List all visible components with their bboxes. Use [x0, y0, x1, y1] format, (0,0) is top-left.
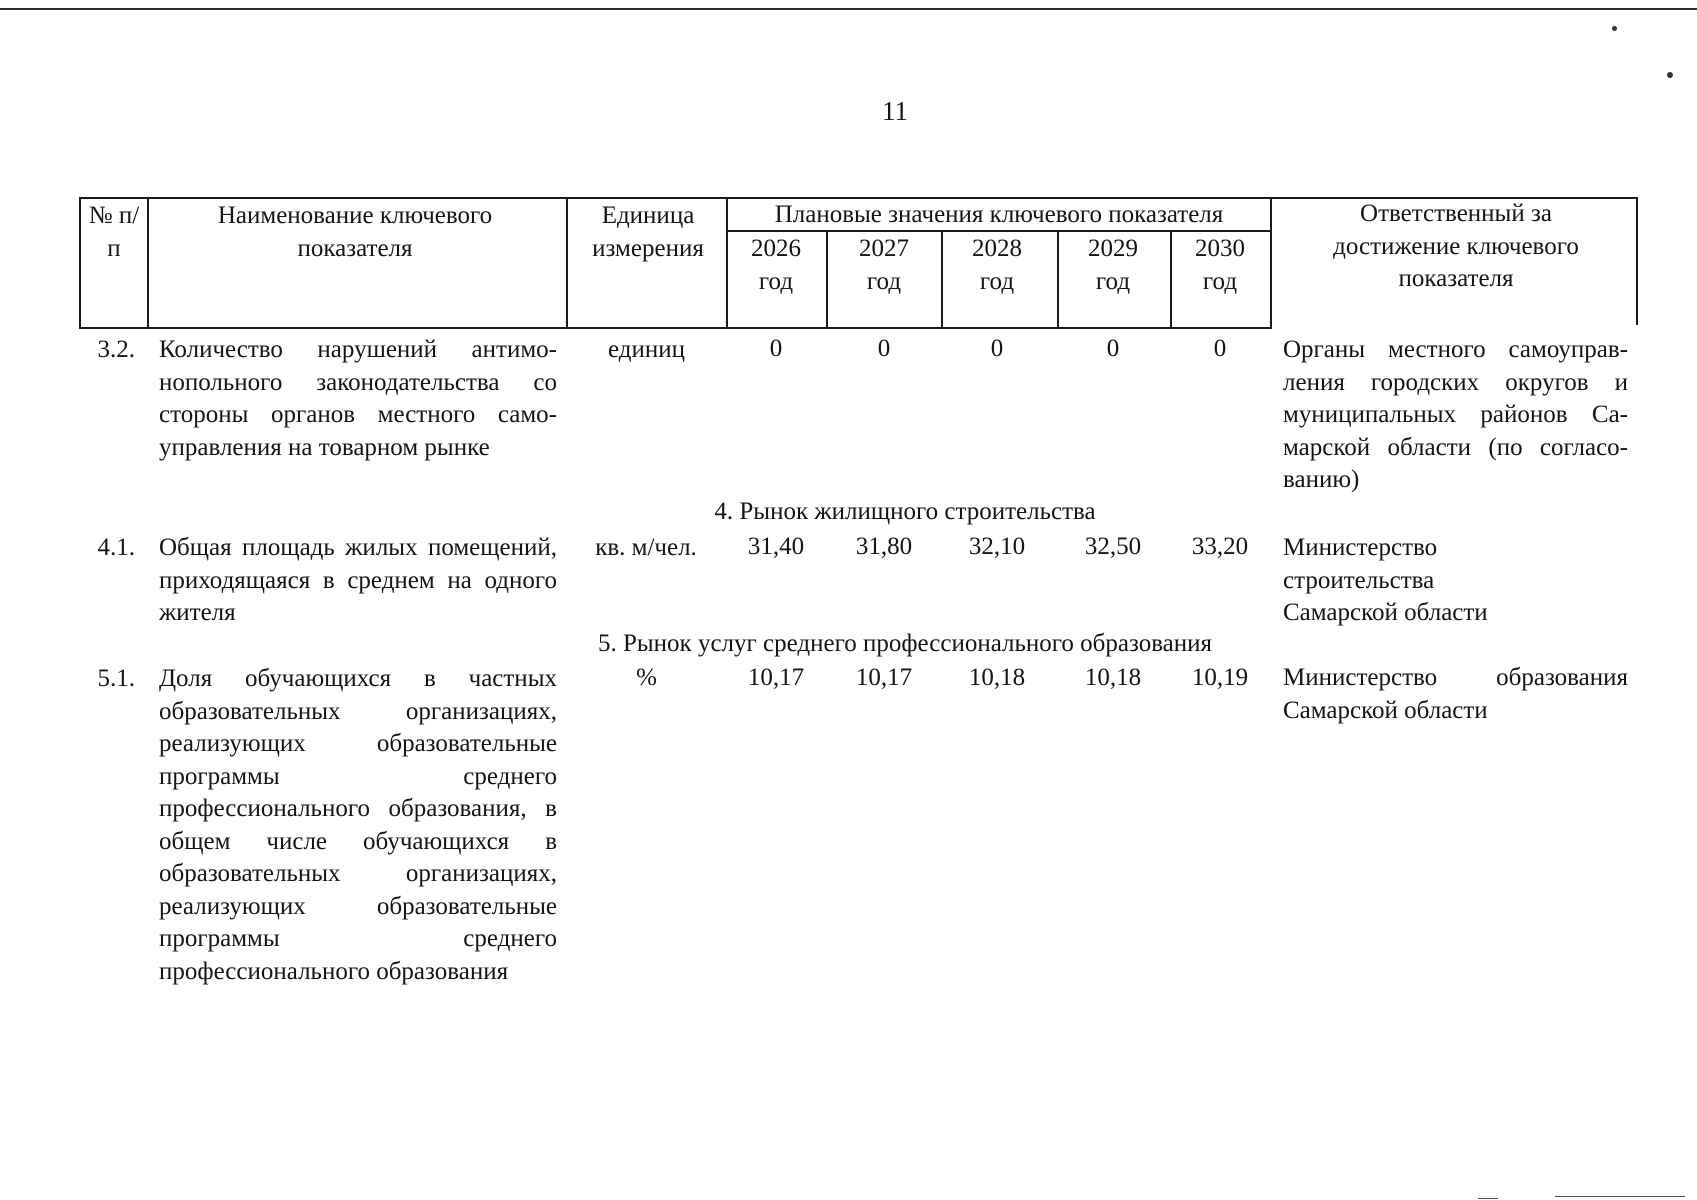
row-5-1-value-2028: 10,18 [968, 664, 1026, 691]
header-border-right [1636, 197, 1638, 325]
page-number: 11 [882, 96, 908, 126]
row-3-2-name: Количество нарушений антимо-нопольного законодательства со стороны органов местного само-управления на товарном рынке [159, 336, 557, 461]
scan-speck [1612, 26, 1617, 31]
scan-bottom-mark [1478, 1198, 1498, 1199]
row-5-1-value-2027: 10,17 [855, 664, 913, 691]
row-5-1-responsible: Министерство образования Самарской области [1283, 664, 1628, 724]
row-3-2-value-2026: 0 [769, 335, 783, 362]
header-name: Наименование ключевого показателя [217, 202, 493, 262]
row-4-1-value-2030: 33,20 [1191, 533, 1249, 560]
row-5-1-name: Доля обучающихся в частных образовательных организациях, реализующих образовательные программы среднего профессионального образования, в общем числе обучающихся в образовательных организациях, реализующих образовательные программы среднего профессионального образования [159, 665, 557, 985]
header-responsible: Ответственный за достижение ключевого показателя [1333, 200, 1579, 292]
row-5-1-unit: % [636, 664, 657, 691]
row-5-1-value-2029: 10,18 [1084, 664, 1142, 691]
header-year-2026: 2026 год [751, 235, 801, 295]
row-4-1-unit: кв. м/чел. [595, 534, 697, 561]
header-year-2029: 2029 год [1088, 235, 1138, 295]
header-border-2026 [826, 231, 828, 328]
header-planned: Плановые значения ключевого показателя [774, 201, 1224, 228]
scan-bottom-mark [1555, 1196, 1685, 1197]
header-border-2027 [941, 231, 943, 328]
section-5-title: 5. Рынок услуг среднего профессионального образования [597, 630, 1213, 657]
row-3-2-value-2029: 0 [1106, 335, 1120, 362]
row-4-1-value-2029: 32,50 [1084, 533, 1142, 560]
row-4-1-value-2026: 31,40 [747, 533, 805, 560]
row-3-2-unit: единиц [607, 336, 685, 363]
row-5-1-value-2026: 10,17 [747, 664, 805, 691]
header-border-2029 [1170, 231, 1172, 328]
header-year-2027: 2027 год [859, 235, 909, 295]
row-4-1-value-2028: 32,10 [968, 533, 1026, 560]
header-border-num [147, 197, 149, 328]
table-header-bottom-border [79, 327, 1272, 329]
row-3-2-num: 3.2. [97, 336, 135, 363]
section-4-title: 4. Рынок жилищного строительства [714, 498, 1096, 525]
header-unit: Единица измерения [592, 202, 704, 262]
scan-top-edge [0, 8, 1697, 10]
header-border-2028 [1057, 231, 1059, 328]
row-3-2-value-2030: 0 [1213, 335, 1227, 362]
row-5-1-value-2030: 10,19 [1191, 664, 1249, 691]
row-4-1-responsible: Министерство строительства Самарской области [1283, 534, 1488, 626]
row-3-2-responsible: Органы местного самоуправ-ления городских округов и муниципальных районов Са-марской области (по согласо-ванию) [1283, 336, 1628, 493]
row-4-1-name: Общая площадь жилых помещений, приходящаяся в среднем на одного жителя [159, 534, 557, 626]
row-4-1-num: 4.1. [97, 534, 135, 561]
row-5-1-num: 5.1. [97, 665, 135, 692]
header-border-name [566, 197, 568, 328]
row-4-1-value-2027: 31,80 [855, 533, 913, 560]
header-year-2028: 2028 год [972, 235, 1022, 295]
scan-speck [1667, 72, 1673, 78]
row-3-2-value-2028: 0 [990, 335, 1004, 362]
header-num: № п/п [88, 202, 140, 262]
header-year-2030: 2030 год [1195, 235, 1245, 295]
header-border-left [79, 197, 81, 328]
row-3-2-value-2027: 0 [877, 335, 891, 362]
header-border-planned [1270, 197, 1272, 328]
